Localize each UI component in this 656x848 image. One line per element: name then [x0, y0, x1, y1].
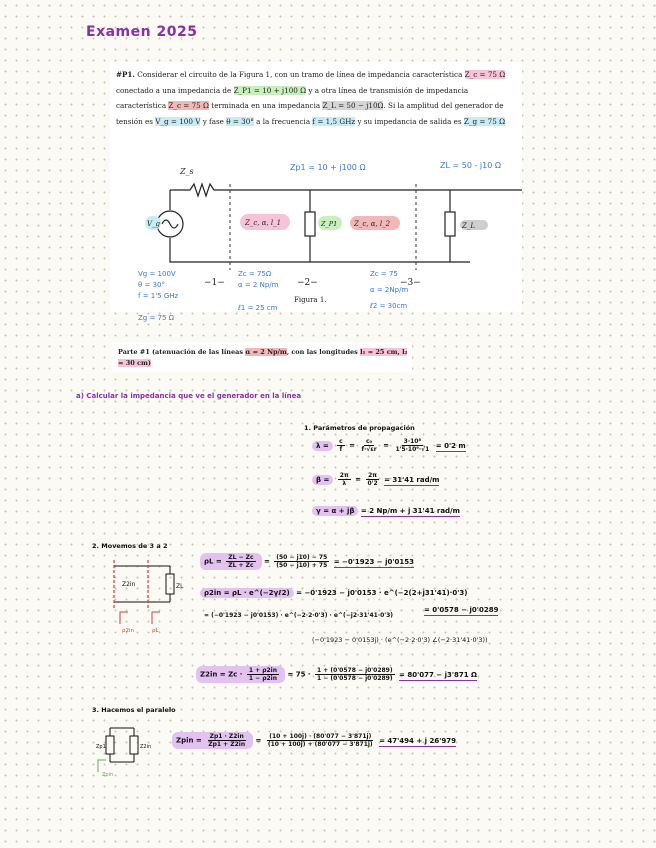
lambda-frac3-d: 1'5·10⁹·√1 [395, 446, 430, 453]
zin-lhs-text: Z2in = Zc · [200, 670, 243, 679]
zg-label: Z_s [180, 167, 194, 176]
zpin-lhs-text: Zpin = [176, 736, 205, 745]
rhoin-result [424, 606, 498, 614]
beta-frac1-n: 2π [339, 472, 349, 479]
note-gen-vg: Vg = 100V [138, 270, 176, 278]
problem-number: #P1. [116, 70, 135, 79]
rho-frac-d: ZL + Zc [228, 562, 254, 569]
beta-equation: β = $\frac{2\pi}{\lambda}$ = $\frac{2\pi}{0'2}$ = 31'41 rad/m [312, 472, 439, 487]
lambda-equation: λ = $\frac{c}{f}$ = $\frac{\text{c₀}}{f\cdot√\varepsilon r}$ = $\frac{\text{3·10⁸}}{\text{1'5·10⁹·√1}}$ = 0'2 m [312, 438, 466, 453]
highlight-zc2: Z_c = 75 Ω [168, 101, 210, 110]
gamma-lhs: γ = α + jβ [312, 506, 358, 516]
rhoin-lhs: ρ2in = ρL · e^(−2γℓ2) [200, 588, 294, 598]
lambda-frac1-d: f [339, 446, 343, 453]
highlight-zl: Z_L = 50 − j10Ω [322, 101, 384, 110]
beta-frac2-n: 2π [368, 472, 377, 479]
zin-result: = 80'077 − j3'871 Ω [399, 670, 477, 679]
highlight-freq: f = 1,5 GHz [312, 116, 356, 126]
highlight-zp1: Z_P1 = 10 + j100 Ω [233, 85, 307, 95]
line1-label: Z_c, α, l_1 [245, 219, 282, 227]
note-zl: ZL = 50 - j10 Ω [440, 161, 501, 170]
step2-diagram-zin: Z2in [122, 581, 136, 588]
zpin-frac-n: Zp1 · Z2in [209, 733, 244, 740]
part1-alpha: α = 2 Np/m [245, 348, 287, 356]
zpin-frac2-d: (10 + 100j) + (80'077 − 3'871j) [267, 741, 373, 748]
rho-result: = −0'1923 − j0'0153 [333, 557, 415, 566]
page-title: Examen 2025 [86, 24, 198, 40]
problem-text-3: y a otra línea de transmisión de impedancia característica [116, 85, 469, 110]
zin-frac-n: 1 + ρ2in [248, 667, 278, 674]
lambda-frac1-n: c [339, 438, 343, 445]
note-line1-alpha: α = 2 Np/m [238, 281, 279, 289]
zg-resistor [170, 184, 522, 196]
note-line1-zc: Zc = 75Ω [238, 270, 272, 278]
node-2-label: −2− [297, 278, 318, 288]
step2-diagram-rhol: ρL [152, 628, 159, 634]
zin-equation [196, 666, 477, 683]
zpin-equation: Zpin = $\frac{Zp1 \cdot Z2in}{Zp1 + Z2in}$ = $\frac{(10 + 100j) \cdot (80'077 - 3'871j)}{(10 + 100j) + (80'077 - 3'871j)}$ = 47'494 + j 26'979 [172, 732, 456, 749]
problem-text-7: a la frecuencia [253, 116, 313, 126]
zl-impedance-box [445, 212, 455, 236]
rho-equation: ρL = $\frac{ZL - Zc}{ZL + Zc}$ = $\frac{(50 - j10) - 75}{(50 - j10) + 75}$ = −0'1923 − j0'0153 [200, 553, 414, 570]
problem-text-8: y su impedancia de salida es [355, 116, 464, 126]
problem-text-1: Considerar el circuito de la Figura 1, con un tramo de línea de impedancia característica [134, 70, 465, 79]
zin-frac2-n: 1 + (0'0578 − j0'0289) [317, 667, 393, 674]
zin-frac2-d: 1 − (0'0578 − j0'0289) [317, 675, 393, 682]
problem-text-4: terminada en una impedancia [209, 101, 323, 110]
circuit-figure [110, 150, 522, 330]
node-3-label: −3− [400, 278, 421, 288]
step3-diagram-zin: Z2in [140, 744, 152, 750]
step2-diagram-zl: ZL [176, 583, 184, 590]
note-line2-zc: Zc = 75 [370, 270, 398, 278]
zin-frac-d: 1 − ρ2in [248, 675, 278, 682]
part1-lengths: l₁ = 25 cm, l₂ = 30 cm) [118, 348, 408, 367]
rho-lhs-text: ρL = [204, 557, 225, 566]
problem-text-5: . Si la amplitud del generador de tensión es [116, 101, 504, 126]
highlight-zc1: Z_c = 75 Ω [464, 70, 506, 79]
step3-heading: 3. Hacemos el paralelo [92, 706, 176, 714]
note-gen-zg: Zg = 75 Ω [138, 314, 175, 322]
step2-diagram [100, 552, 190, 642]
step3-diagram-zpin: Zpin [102, 772, 114, 778]
vg-label: V_g [147, 220, 161, 228]
zp1-label: Z_P1 [321, 220, 338, 228]
note-zp1: Zp1 = 10 + j100 Ω [290, 163, 366, 172]
step3-diagram-zp1: Zp1 [96, 744, 106, 750]
lambda-lhs: λ = [312, 441, 333, 451]
note-line2-length: ℓ2 = 30cm [370, 302, 408, 310]
step1-heading: 1. Parámetros de propagación [304, 424, 415, 432]
beta-lhs: β = [312, 475, 333, 485]
rho-frac2-d: (50 − j10) + 75 [276, 562, 328, 569]
zin-mid: = 75 · [287, 670, 311, 679]
note-gen-freq: f = 1'5 GHz [138, 292, 179, 300]
zpin-frac-d: Zp1 + Z2in [208, 741, 246, 748]
highlight-vg: V_g = 100 V [155, 116, 201, 126]
highlight-zg: Z_g = 75 Ω [463, 116, 506, 126]
rhoin-line2: = (−0'1923 − j0'0153) · e^(−2·2·0'3) · e^(−j2·31'41·0'3) [204, 612, 394, 619]
beta-result: = 31'41 rad/m [384, 475, 440, 484]
rhoin-equation [200, 588, 467, 598]
problem-text-6: y fase [200, 116, 227, 126]
zpin-result: = 47'494 + j 26'979 [379, 736, 456, 745]
step3-diagram [96, 718, 166, 778]
lambda-frac3-n: 3·10⁸ [403, 438, 422, 445]
part1-text-2: , con las longitudes [286, 348, 361, 356]
problem-text-2: conectado a una impedancia de [116, 85, 234, 95]
lambda-result: = 0'2 m [435, 441, 466, 450]
note-gen-theta: θ = 30° [138, 281, 166, 289]
beta-frac1-d: λ [342, 480, 347, 487]
note-line2-alpha: α = 2Np/m [370, 286, 409, 294]
rho-frac2-n: (50 − j10) − 75 [276, 554, 328, 561]
lambda-frac2-n: c₀ [365, 438, 373, 445]
highlight-theta: θ = 30° [226, 116, 254, 126]
gamma-result: = 2 Np/m + j 31'41 rad/m [360, 507, 460, 515]
rho-frac-n: ZL − Zc [228, 554, 254, 561]
problem-statement [116, 67, 516, 129]
rhoin-note: (−0'1923 − 0'0153j) · (e^(−2·2·0'3) ∠(−2·31'41·0'3)) [312, 636, 488, 644]
zpin-frac2-n: (10 + 100j) · (80'077 − 3'871j) [269, 733, 372, 740]
step2-diagram-rhoin: ρ2in [122, 628, 135, 634]
zpin-lhs [172, 732, 253, 749]
zin-lhs [196, 666, 285, 683]
rhoin-result-text: = 0'0578 − j0'0289 [424, 606, 499, 614]
part1-text-1: Parte #1 (atenuación de las líneas [118, 348, 246, 356]
note-line1-length: ℓ1 = 25 cm [238, 304, 278, 312]
lambda-frac2-d: f·√εr [361, 446, 377, 453]
rho-lhs [200, 553, 262, 570]
node-1-label: −1− [204, 278, 225, 288]
figure-caption: Figura 1. [294, 296, 327, 304]
part1-statement [118, 347, 410, 369]
gamma-equation [312, 506, 460, 516]
zl-label: Z_L [462, 222, 476, 230]
beta-frac2-d: 0'2 [367, 480, 378, 487]
rhoin-rhs: = −0'1923 − j0'0153 · e^(−2(2+j31'41)·0'3) [296, 589, 468, 597]
step2-heading: 2. Movemos de 3 a 2 [92, 542, 168, 550]
line2-label: Z_c, α, l_2 [354, 220, 391, 228]
question-a: a) Calcular la impedancia que ve el generador en la línea [76, 392, 302, 400]
